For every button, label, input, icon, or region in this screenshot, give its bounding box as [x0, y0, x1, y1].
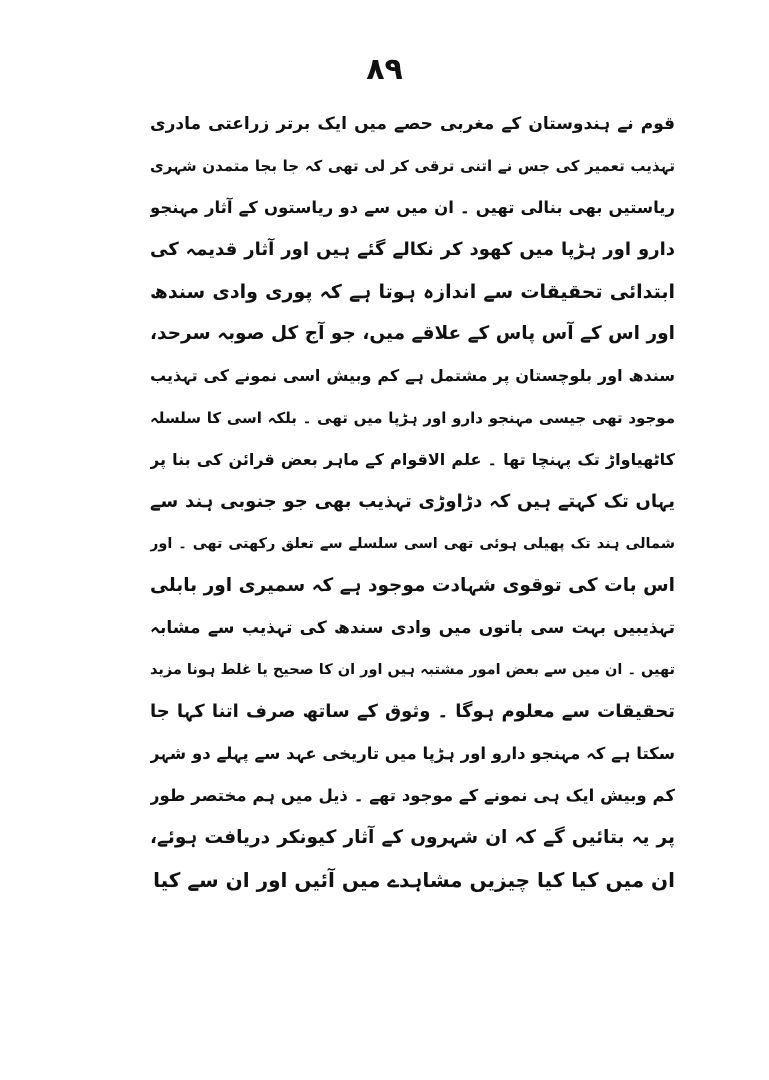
text-line: کم وبیش ایک ہی نمونے کے موجود تھے ۔ ذیل میں ہم مختصر طور	[150, 786, 675, 805]
text-line: تہذیب تعمیر کی جس نے اتنی ترقی کر لی تھی کہ جا بجا متمدن شہری	[150, 157, 675, 175]
text-line: شمالی ہند تک پھیلی ہوئی تھی اسی سلسلے سے تعلق رکھتی تھی ۔ اور	[150, 536, 675, 552]
text-line: یہاں تک کہتے ہیں کہ دڑاوڑی تہذیب بھی جو جنوبی ہند سے	[150, 491, 675, 512]
text-line: کاٹھیاواڑ تک پہنچا تھا ۔ علم الاقوام کے ماہر بعض قرائن کی بنا پر	[150, 450, 675, 469]
text-line: اور اس کے آس پاس کے علاقے میں، جو آج کل صوبہ سرحد،	[150, 323, 675, 344]
text-line: قوم نے ہندوستان کے مغربی حصے میں ایک برتر زراعتی مادری	[150, 114, 675, 134]
text-line: سکتا ہے کہ مہنجو دارو اور ہڑپا میں تاریخی عہد سے پہلے دو شہر	[150, 744, 675, 763]
text-line: موجود تھی جیسی مہنجو دارو اور ہڑپا میں تھی ۔ بلکہ اسی کا سلسلہ	[150, 409, 675, 427]
body-text	[150, 103, 675, 901]
text-line: اس بات کی توقوی شہادت موجود ہے کہ سمیری اور بابلی	[150, 575, 675, 596]
text-line: ان میں کیا کیا چیزیں مشاہدے میں آئیں اور ان سے کیا	[153, 868, 675, 892]
text-line: دارو اور ہڑپا میں کھود کر نکالے گئے ہیں اور آثار قدیمہ کی	[150, 239, 675, 260]
text-line: تحقیقات سے معلوم ہوگا ۔ وثوق کے ساتھ صرف اتنا کہا جا	[150, 701, 675, 722]
text-line: ابتدائی تحقیقات سے اندازہ ہوتا ہے کہ پوری وادی سندھ	[150, 281, 675, 303]
page-number: ۸۹	[366, 52, 403, 87]
text-line: پر یہ بتائیں گے کہ ان شہروں کے آثار کیونکر دریافت ہوئے،	[150, 827, 675, 848]
text-line: سندھ اور بلوچستان پر مشتمل ہے کم وبیش اسی نمونے کی تہذیب	[150, 366, 675, 385]
text-line: تھیں ۔ ان میں سے بعض امور مشتبہ ہیں اور ان کا صحیح یا غلط ہونا مزید	[150, 662, 675, 678]
text-line: ریاستیں بھی بنالی تھیں ۔ ان میں سے دو ریاستوں کے آثار مہنجو	[150, 198, 675, 217]
text-line: تہذیبیں بہت سی باتوں میں وادی سندھ کی تہذیب سے مشابہ	[150, 618, 675, 638]
